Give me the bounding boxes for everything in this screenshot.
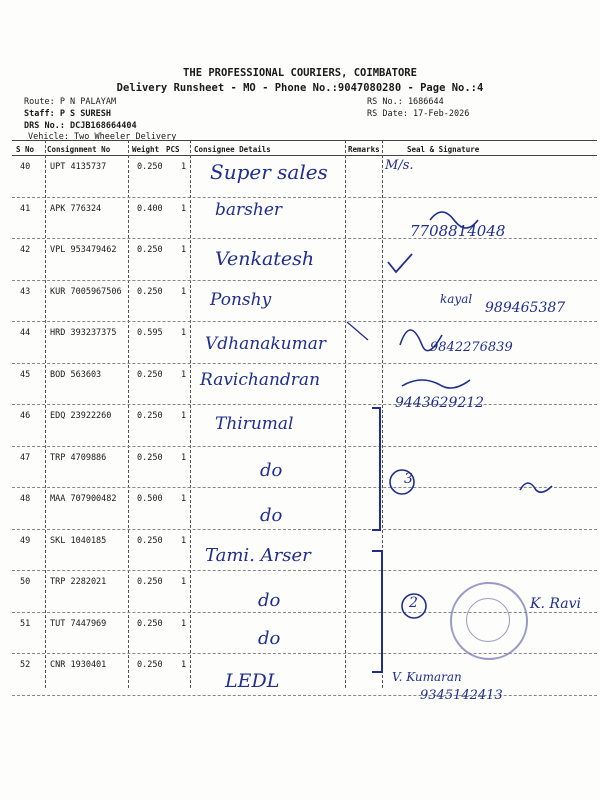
cell-weight: 0.250: [137, 660, 163, 670]
group-number-one: 3: [404, 471, 413, 487]
cell-consignment: HRD 393237375: [50, 328, 117, 338]
cell-weight: 0.250: [137, 577, 163, 587]
cell-pcs: 1: [181, 535, 187, 546]
cell-weight: 0.250: [137, 245, 163, 255]
remark-tick: [347, 322, 368, 340]
col-header-consignment: Consignment No: [47, 145, 111, 154]
cell-weight: 0.250: [137, 535, 163, 546]
cell-weight: 0.500: [137, 494, 163, 504]
cell-pcs: 1: [181, 203, 187, 214]
consignee-handwriting: Super sales: [210, 160, 328, 184]
consignee-handwriting: Tami. Arser: [205, 545, 311, 566]
cell-consignment: UPT 4135737: [50, 162, 107, 172]
phone-handwriting: 989465387: [485, 300, 566, 316]
col-header-pcs: PCS: [166, 145, 180, 154]
signature-handwriting: M/s.: [385, 158, 414, 173]
cell-weight: 0.250: [137, 452, 163, 463]
cell-pcs: 1: [181, 577, 187, 587]
col-header-sno: S No: [16, 145, 35, 154]
cell-weight: 0.250: [137, 286, 163, 297]
cell-weight: 0.250: [137, 618, 163, 629]
cell-consignment: APK 776324: [50, 203, 102, 214]
cell-sno: 50: [20, 577, 31, 587]
cell-sno: 47: [20, 452, 31, 463]
runsheet-subtitle: Delivery Runsheet - MO - Phone No.:9047080280 - Page No.:4: [116, 82, 484, 94]
cell-pcs: 1: [181, 286, 187, 297]
staff-label: Staff: P S SURESH: [24, 109, 111, 119]
cell-weight: 0.400: [137, 203, 163, 214]
group-bracket-one: [372, 408, 380, 530]
phone-handwriting: 9345142413: [420, 688, 503, 703]
cell-weight: 0.250: [137, 162, 163, 172]
rs-number: RS No.: 1686644: [367, 97, 444, 107]
cell-pcs: 1: [181, 452, 187, 463]
cell-weight: 0.595: [137, 328, 163, 338]
consignee-handwriting: LEDL: [225, 670, 280, 692]
consignee-handwriting: do: [258, 590, 281, 611]
consignee-handwriting: barsher: [215, 200, 283, 220]
phone-handwriting: 9443629212: [395, 395, 485, 411]
signature-mark: [388, 254, 412, 272]
drs-label: DRS No.: DCJB168664404: [24, 121, 137, 131]
rs-date: RS Date: 17-Feb-2026: [367, 109, 470, 119]
cell-pcs: 1: [181, 245, 187, 255]
cell-sno: 48: [20, 494, 31, 504]
signature-scribble: [520, 483, 552, 492]
cell-sno: 51: [20, 618, 31, 629]
group-number-two: 2: [409, 595, 418, 611]
consignee-handwriting: do: [260, 460, 283, 481]
phone-handwriting: 7708814048: [410, 222, 506, 240]
cell-pcs: 1: [181, 369, 187, 380]
signature-scribble: [400, 330, 442, 351]
cell-sno: 46: [20, 411, 31, 421]
consignee-handwriting: Ravichandran: [200, 370, 321, 390]
signature-scribble: [402, 380, 470, 388]
cell-consignment: SKL 1040185: [50, 535, 107, 546]
consignee-handwriting: Vdhanakumar: [205, 334, 326, 354]
cell-consignment: EDQ 23922260: [50, 411, 112, 421]
consignee-handwriting: Ponshy: [210, 290, 272, 310]
cell-sno: 40: [20, 162, 31, 172]
col-header-seal: Seal & Signature: [407, 145, 480, 154]
consignee-handwriting: Thirumal: [215, 414, 294, 434]
cell-pcs: 1: [181, 328, 187, 338]
vehicle-label: Vehicle: Two Wheeler Delivery: [28, 132, 177, 142]
cell-weight: 0.250: [137, 369, 163, 380]
cell-consignment: TRP 2282021: [50, 577, 107, 587]
cell-pcs: 1: [181, 494, 187, 504]
cell-pcs: 1: [181, 411, 187, 421]
route-label: Route: P N PALAYAM: [24, 97, 117, 107]
cell-consignment: CNR 1930401: [50, 660, 107, 670]
cell-consignment: BOD 563603: [50, 369, 102, 380]
cell-pcs: 1: [181, 618, 187, 629]
cell-sno: 42: [20, 245, 31, 255]
company-title: THE PROFESSIONAL COURIERS, COIMBATORE: [183, 67, 417, 79]
consignee-handwriting: do: [260, 505, 283, 526]
consignee-handwriting: do: [258, 628, 281, 649]
cell-consignment: VPL 953479462: [50, 245, 117, 255]
signature-handwriting: kayal: [440, 292, 473, 306]
row50-signature: K. Ravi: [530, 596, 581, 612]
cell-sno: 49: [20, 535, 31, 546]
phone-handwriting: 9842276839: [430, 340, 513, 355]
consignee-handwriting: Venkatesh: [215, 248, 315, 270]
signature-scribble: [430, 212, 478, 228]
col-header-consignee: Consignee Details: [194, 145, 271, 154]
cell-consignment: TRP 4709886: [50, 452, 107, 463]
cell-pcs: 1: [181, 162, 187, 172]
group-bracket-two: [372, 551, 382, 672]
cell-consignment: MAA 707900482: [50, 494, 117, 504]
cell-pcs: 1: [181, 660, 187, 670]
cell-sno: 52: [20, 660, 31, 670]
company-seal-stamp: [450, 582, 528, 660]
col-header-remarks: Remarks: [348, 145, 380, 154]
col-header-weight: Weight: [132, 145, 160, 154]
cell-consignment: KUR 7005967506: [50, 286, 122, 297]
cell-sno: 41: [20, 203, 31, 214]
cell-sno: 44: [20, 328, 31, 338]
cell-sno: 45: [20, 369, 31, 380]
cell-sno: 43: [20, 286, 31, 297]
signature-handwriting: V. Kumaran: [392, 670, 462, 684]
cell-weight: 0.250: [137, 411, 163, 421]
cell-consignment: TUT 7447969: [50, 618, 107, 629]
